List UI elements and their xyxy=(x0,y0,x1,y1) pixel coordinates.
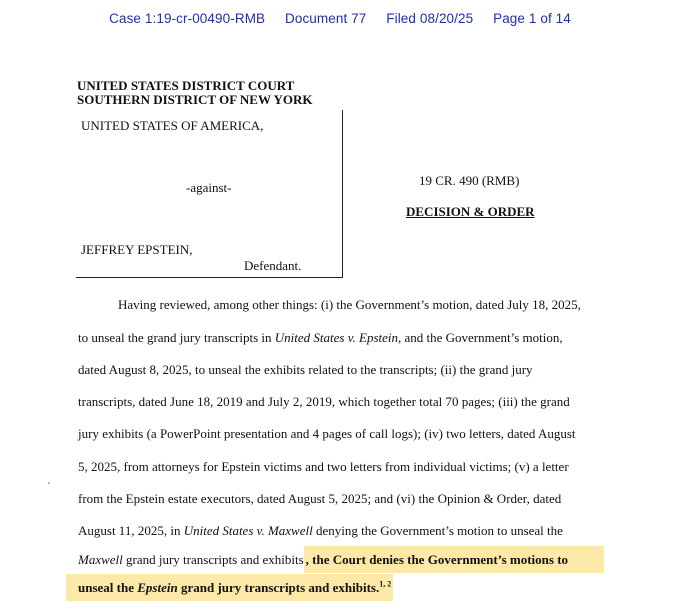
ecf-header xyxy=(0,11,680,26)
body-line-8: August 11, 2025, in United States v. Maxwell denying the Government’s motion to unseal the xyxy=(78,523,563,538)
body-line-2: to unseal the grand jury transcripts in United States v. Epstein, and the Government’s motion, xyxy=(78,330,563,345)
body-line-4: transcripts, dated June 18, 2019 and July 2, 2019, which together total 70 pages; (iii) the grand xyxy=(78,394,570,409)
body-line-9: Maxwell grand jury transcripts and exhibits , the Court denies the Government’s motions to xyxy=(78,552,604,568)
footnote-references: 1, 2 xyxy=(379,580,392,589)
against-label: -against- xyxy=(186,180,232,195)
court-heading xyxy=(77,79,313,107)
document-title: DECISION & ORDER xyxy=(406,204,535,219)
case-citation-epstein: United States v. Epstein xyxy=(274,330,398,345)
body-line-3: dated August 8, 2025, to unseal the exhibits related to the transcripts; (ii) the grand jury xyxy=(78,362,533,377)
page-indicator: Page 1 of 14 xyxy=(493,11,571,26)
body-line-10 xyxy=(66,580,393,596)
plaintiff-name: UNITED STATES OF AMERICA, xyxy=(81,118,264,133)
case-caption-box xyxy=(76,110,343,278)
body-line-7: from the Epstein estate executors, dated August 5, 2025; and (vi) the Opinion & Order, dated xyxy=(78,491,562,506)
document-number: Document 77 xyxy=(285,11,367,26)
case-citation-maxwell: United States v. Maxwell xyxy=(183,523,313,538)
body-line-1: Having reviewed, among other things: (i) the Government’s motion, dated July 18, 2025, xyxy=(118,297,581,312)
court-name-line2: SOUTHERN DISTRICT OF NEW YORK xyxy=(77,92,313,107)
docket-number: 19 CR. 490 (RMB) xyxy=(419,173,520,188)
court-name-line1: UNITED STATES DISTRICT COURT xyxy=(77,78,295,93)
body-line-6: 5, 2025, from attorneys for Epstein victims and two letters from individual victims; (v) a letter xyxy=(78,459,569,474)
defendant-name: JEFFREY EPSTEIN, xyxy=(81,242,193,257)
body-line-5: jury exhibits (a PowerPoint presentation and 4 pages of call logs); (iv) two letters, dated August xyxy=(78,426,576,441)
filed-date: Filed 08/20/25 xyxy=(386,11,474,26)
defendant-role: Defendant. xyxy=(244,258,302,273)
highlighted-holding-cont: unseal the Epstein grand jury transcripts and exhibits.$^{1, 2}$ xyxy=(66,574,393,601)
highlighted-holding: , the Court denies the Government’s motions to xyxy=(304,546,604,573)
scan-speck xyxy=(48,482,50,484)
case-number-header: Case 1:19-cr-00490-RMB xyxy=(109,11,266,26)
